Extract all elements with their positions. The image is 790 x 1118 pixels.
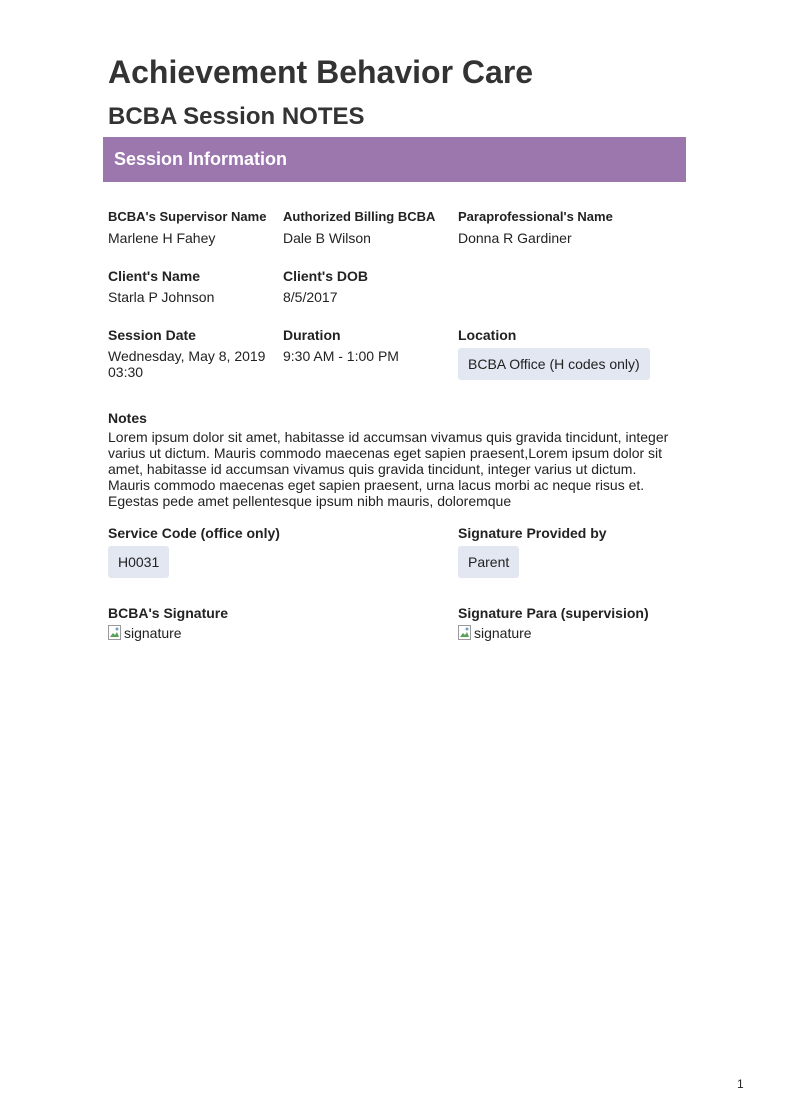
location-label: Location: [458, 327, 517, 343]
signature-provided-chip: Parent: [458, 546, 519, 578]
paraprofessional-label: Paraprofessional's Name: [458, 209, 613, 224]
notes-line: Egestas pede amet pellentesque ipsum nibh mauris, doloremque: [108, 493, 512, 509]
broken-image-icon: [458, 625, 472, 641]
paraprofessional-field: [458, 208, 613, 246]
bcba-signature-alt: signature: [124, 625, 182, 641]
session-date-value: [108, 348, 265, 380]
notes-field: [108, 409, 678, 509]
section-title: Session Information: [114, 149, 288, 169]
location-field: [458, 326, 650, 380]
client-name-label: Client's Name: [108, 268, 201, 284]
service-code-chip: H0031: [108, 546, 169, 578]
bcba-signature-field: [108, 604, 228, 641]
signature-provided-label: Signature Provided by: [458, 525, 607, 541]
supervisor-field: [108, 208, 266, 246]
signature-provided-field: [458, 524, 607, 578]
section-banner: [103, 137, 686, 182]
bcba-signature-label: BCBA's Signature: [108, 605, 229, 621]
notes-line: varius ut dictum. Mauris commodo maecenas eget sapien praesent,Lorem ipsum dolor sit: [108, 445, 663, 461]
notes-body: [108, 429, 678, 509]
para-signature-label: Signature Para (supervision): [458, 605, 649, 621]
duration-label: Duration: [283, 327, 341, 343]
supervisor-label: BCBA's Supervisor Name: [108, 209, 267, 224]
para-signature-field: [458, 604, 649, 641]
duration-field: [283, 326, 399, 364]
client-dob-field: [283, 267, 368, 305]
session-date-label: Session Date: [108, 327, 196, 343]
billing-bcba-label: Authorized Billing BCBA: [283, 209, 436, 224]
supervisor-value: Marlene H Fahey: [108, 230, 216, 246]
page-number: 1: [737, 1077, 744, 1091]
session-date-field: [108, 326, 265, 380]
billing-bcba-field: [283, 208, 435, 246]
bcba-signature-image: [108, 625, 228, 641]
broken-image-icon: [108, 625, 122, 641]
notes-line: Lorem ipsum dolor sit amet, habitasse id accumsan vivamus quis gravida tincidunt, integer: [108, 429, 669, 445]
client-name-field: [108, 267, 214, 305]
paraprofessional-value: Donna R Gardiner: [458, 230, 572, 246]
duration-value: 9:30 AM - 1:00 PM: [283, 348, 399, 364]
location-chip: BCBA Office (H codes only): [458, 348, 650, 380]
session-date-line: Wednesday, May 8, 2019: [108, 348, 266, 364]
para-signature-alt: signature: [474, 625, 532, 641]
document-subtitle: BCBA Session NOTES: [108, 103, 365, 130]
billing-bcba-value: Dale B Wilson: [283, 230, 371, 246]
session-time-line: 03:30: [108, 364, 144, 380]
para-signature-image: [458, 625, 649, 641]
notes-line: Mauris commodo maecenas eget sapien praesent, urna lacus morbi ac neque risus et.: [108, 477, 645, 493]
service-code-label: Service Code (office only): [108, 525, 280, 541]
notes-label: Notes: [108, 410, 147, 426]
client-dob-value: 8/5/2017: [283, 289, 338, 305]
client-dob-label: Client's DOB: [283, 268, 369, 284]
notes-line: amet, habitasse id accumsan vivamus quis gravida tincidunt, integer varius ut dictum.: [108, 461, 637, 477]
service-code-field: [108, 524, 280, 578]
org-title: Achievement Behavior Care: [108, 54, 534, 90]
client-name-value: Starla P Johnson: [108, 289, 215, 305]
